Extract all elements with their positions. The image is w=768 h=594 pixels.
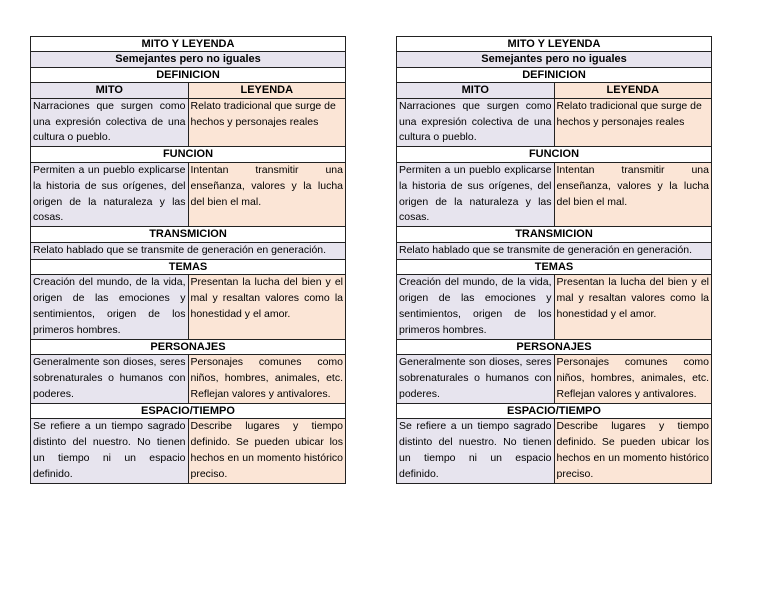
section-header-temas: TEMAS [31, 259, 346, 274]
comparison-card-left [30, 36, 346, 484]
personajes-mito-cell: Generalmente son dioses, seres sobrenaturales o humanos con poderes. [31, 355, 189, 404]
comparison-card-right [396, 36, 712, 484]
temas-leyenda-cell: Presentan la lucha del bien y el mal y resaltan valores como la honestidad y el amor. [554, 275, 712, 340]
card-subtitle: Semejantes pero no iguales [397, 52, 712, 67]
funcion-mito-cell: Permiten a un pueblo explicarse la historia de sus orígenes, del origen de la naturaleza y las cosas. [397, 162, 555, 227]
column-header-leyenda: LEYENDA [554, 83, 712, 98]
section-header-espacio-tiempo: ESPACIO/TIEMPO [397, 403, 712, 418]
column-header-mito: MITO [397, 83, 555, 98]
section-header-espacio-tiempo: ESPACIO/TIEMPO [31, 403, 346, 418]
section-header-transmicion: TRANSMICION [397, 227, 712, 242]
section-header-personajes: PERSONAJES [397, 339, 712, 354]
espacio-mito-cell: Se refiere a un tiempo sagrado distinto del nuestro. No tienen un tiempo ni un espacio definido. [31, 419, 189, 484]
funcion-leyenda-cell: Intentan transmitir una enseñanza, valores y la lucha del bien el mal. [554, 162, 712, 227]
card-title: MITO Y LEYENDA [31, 37, 346, 52]
espacio-leyenda-cell: Describe lugares y tiempo definido. Se pueden ubicar los hechos en un momento histórico preciso. [554, 419, 712, 484]
card-title: MITO Y LEYENDA [397, 37, 712, 52]
transmicion-cell: Relato hablado que se transmite de generación en generación. [31, 242, 346, 259]
temas-leyenda-cell: Presentan la lucha del bien y el mal y resaltan valores como la honestidad y el amor. [188, 275, 346, 340]
funcion-mito-cell: Permiten a un pueblo explicarse la historia de sus orígenes, del origen de la naturaleza y las cosas. [31, 162, 189, 227]
transmicion-cell: Relato hablado que se transmite de generación en generación. [397, 242, 712, 259]
personajes-leyenda-cell: Personajes comunes como niños, hombres, animales, etc. Reflejan valores y antivalores. [188, 355, 346, 404]
definicion-mito-cell: Narraciones que surgen como una expresión colectiva de una cultura o pueblo. [31, 98, 189, 147]
funcion-leyenda-cell: Intentan transmitir una enseñanza, valores y la lucha del bien el mal. [188, 162, 346, 227]
section-header-transmicion: TRANSMICION [31, 227, 346, 242]
personajes-mito-cell: Generalmente son dioses, seres sobrenaturales o humanos con poderes. [397, 355, 555, 404]
section-header-temas: TEMAS [397, 259, 712, 274]
section-header-funcion: FUNCION [397, 147, 712, 162]
espacio-mito-cell: Se refiere a un tiempo sagrado distinto del nuestro. No tienen un tiempo ni un espacio definido. [397, 419, 555, 484]
definicion-mito-cell: Narraciones que surgen como una expresión colectiva de una cultura o pueblo. [397, 98, 555, 147]
definicion-leyenda-cell: Relato tradicional que surge de hechos y personajes reales [188, 98, 346, 147]
espacio-leyenda-cell: Describe lugares y tiempo definido. Se pueden ubicar los hechos en un momento histórico preciso. [188, 419, 346, 484]
card-subtitle: Semejantes pero no iguales [31, 52, 346, 67]
temas-mito-cell: Creación del mundo, de la vida, origen de las emociones y sentimientos, origen de los primeros hombres. [397, 275, 555, 340]
temas-mito-cell: Creación del mundo, de la vida, origen de las emociones y sentimientos, origen de los primeros hombres. [31, 275, 189, 340]
section-header-funcion: FUNCION [31, 147, 346, 162]
section-header-definicion: DEFINICION [31, 67, 346, 82]
personajes-leyenda-cell: Personajes comunes como niños, hombres, animales, etc. Reflejan valores y antivalores. [554, 355, 712, 404]
definicion-leyenda-cell: Relato tradicional que surge de hechos y personajes reales [554, 98, 712, 147]
section-header-definicion: DEFINICION [397, 67, 712, 82]
column-header-leyenda: LEYENDA [188, 83, 346, 98]
column-header-mito: MITO [31, 83, 189, 98]
section-header-personajes: PERSONAJES [31, 339, 346, 354]
